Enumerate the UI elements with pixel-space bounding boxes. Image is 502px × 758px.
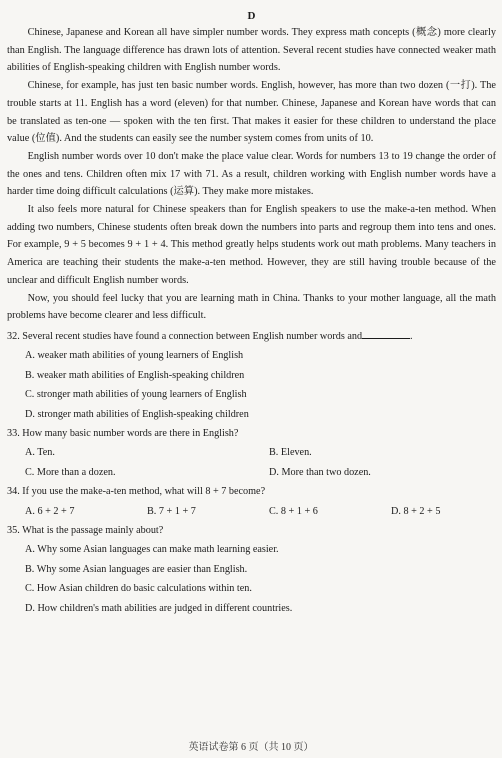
option-d[interactable]: D. 8 + 2 + 5	[391, 505, 441, 517]
section-letter: D	[247, 10, 256, 22]
reading-passage	[7, 24, 496, 325]
option-a[interactable]: A. 6 + 2 + 7	[25, 505, 75, 517]
passage-paragraph-2: Chinese, for example, has just ten basic number words. English, however, has more than two dozen (一打). The trouble starts at 11. English has a word (eleven) for that number. Chinese, Japanese and Korean have words that can be translated as ten-one — spoken with the ten first. That makes it easier for these children to understand the place value (位值). And the students can easily see the number system comes from units of 10.	[7, 80, 496, 145]
option-d[interactable]: D. stronger math abilities of English-speaking children	[25, 408, 249, 420]
question-32-period: .	[410, 330, 413, 342]
options-row-2	[7, 463, 496, 482]
answer-blank	[362, 327, 410, 339]
passage-paragraph-5: Now, you should feel lucky that you are learning math in China. Thanks to your mother language, all the math problems have become clearer and less difficult.	[7, 292, 496, 322]
option-b[interactable]: B. 7 + 1 + 7	[147, 505, 196, 517]
question-33	[7, 424, 496, 482]
question-34-stem: 34. If you use the make-a-ten method, what will 8 + 7 become?	[7, 486, 266, 498]
option-b[interactable]: B. Why some Asian languages are easier than English.	[25, 563, 248, 575]
passage-paragraph-4: It also feels more natural for Chinese speakers than for English speakers to use the make-a-ten method. When adding two numbers, Chinese students often break down the numbers into parts and regroup them into tens and ones. For example, 9 + 5 becomes 9 + 1 + 4. This method greatly helps students work out math problems. Many teachers in America are teaching their students the make-a-ten method. However, they are still having trouble because of the unclear and difficult English number words.	[7, 204, 496, 286]
option-c[interactable]: C. More than a dozen.	[25, 466, 116, 478]
option-d[interactable]: D. How children's math abilities are judged in different countries.	[25, 602, 293, 614]
option-c[interactable]: C. How Asian children do basic calculations within ten.	[25, 583, 252, 595]
option-c[interactable]: C. stronger math abilities of young learners of English	[25, 389, 247, 401]
question-35-stem: 35. What is the passage mainly about?	[7, 525, 164, 537]
passage-paragraph-3: English number words over 10 don't make the place value clear. Words for numbers 13 to 19 change the order of the ones and tens. Children often mix 17 with 71. As a result, children working with English number words have a harder time doing difficult calculations (运算). They make more mistakes.	[7, 150, 496, 198]
option-c[interactable]: C. 8 + 1 + 6	[269, 505, 318, 517]
option-b[interactable]: B. Eleven.	[269, 447, 312, 459]
options-row	[7, 502, 496, 521]
question-stem	[7, 327, 496, 346]
option-a[interactable]: A. Ten.	[25, 447, 55, 459]
question-35	[7, 521, 496, 618]
question-33-stem: 33. How many basic number words are there in English?	[7, 427, 239, 439]
page-footer: 英语试卷第 6 页（共 10 页）	[188, 742, 314, 753]
option-a[interactable]: A. weaker math abilities of young learners of English	[25, 350, 244, 362]
option-b[interactable]: B. weaker math abilities of English-speaking children	[25, 369, 245, 381]
options-row-1	[7, 443, 496, 462]
option-a[interactable]: A. Why some Asian languages can make math learning easier.	[25, 544, 279, 556]
question-32	[7, 327, 496, 424]
question-32-stem: 32. Several recent studies have found a connection between English number words and	[7, 330, 363, 342]
question-34	[7, 482, 496, 521]
option-d[interactable]: D. More than two dozen.	[269, 466, 371, 478]
passage-paragraph-1: Chinese, Japanese and Korean all have simpler number words. They express math concepts (概念) more clearly than English. The language difference has drawn lots of attention. Several recent studies have connected weaker math abilities of English-speaking children with English number words.	[7, 27, 496, 74]
